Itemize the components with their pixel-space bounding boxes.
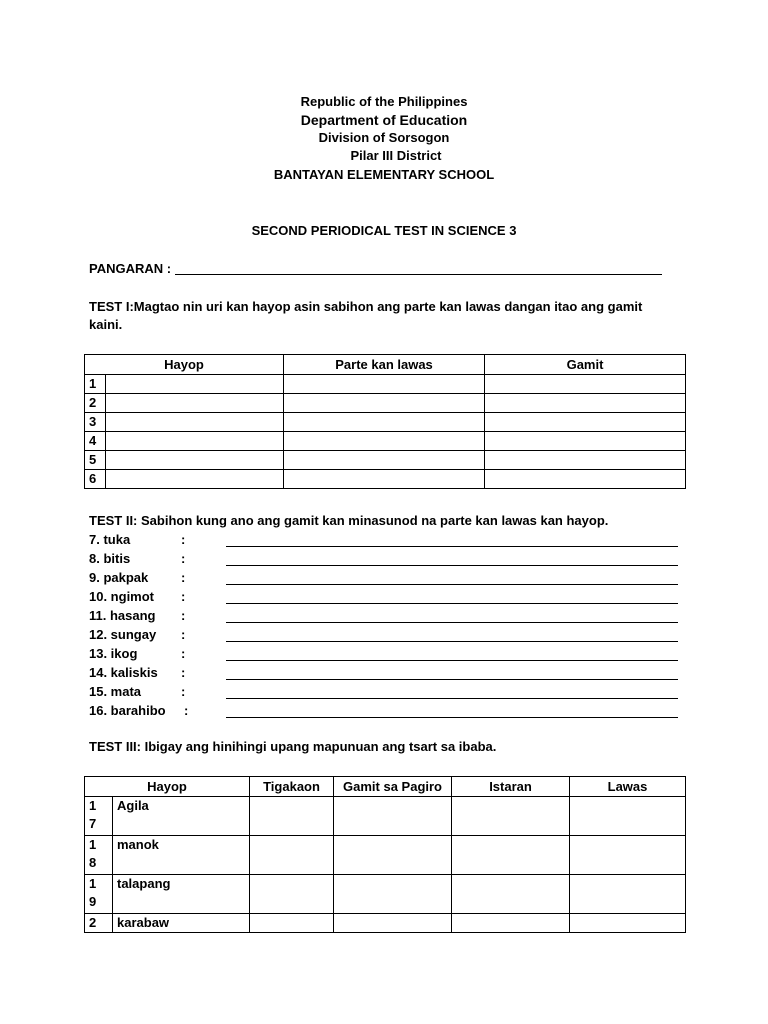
row-number: 5 — [85, 451, 106, 470]
row-number: 6 — [85, 470, 106, 489]
test1-instruction: TEST I:Magtao nin uri kan hayop asin sabihon ang parte kan lawas dangan itao ang gamit — [89, 299, 643, 314]
row-number: 3 — [85, 413, 106, 432]
answer-line[interactable] — [226, 641, 678, 642]
item-colon: : — [181, 684, 186, 699]
test1-header-row — [85, 355, 686, 375]
answer-cell[interactable] — [284, 451, 485, 470]
test2-instruction: TEST II: Sabihon kung ano ang gamit kan minasunod na parte kan lawas kan hayop. — [89, 513, 609, 528]
answer-cell[interactable] — [106, 451, 284, 470]
row-number: 2 — [85, 394, 106, 413]
table-row — [85, 836, 686, 875]
animal-name: talapang — [113, 875, 250, 914]
item-label: 11. hasang — [89, 608, 156, 623]
answer-cell[interactable] — [452, 797, 570, 836]
row-number: 1 9 — [85, 875, 113, 914]
answer-cell[interactable] — [334, 797, 452, 836]
row-number: 4 — [85, 432, 106, 451]
item-colon: : — [181, 627, 186, 642]
animal-name: karabaw — [113, 914, 250, 933]
answer-cell[interactable] — [106, 375, 284, 394]
table-row — [85, 451, 686, 470]
item-label: 12. sungay — [89, 627, 157, 642]
test3-header-row — [85, 777, 686, 797]
item-colon: : — [181, 532, 186, 547]
answer-cell[interactable] — [570, 797, 686, 836]
item-label: 7. tuka — [89, 532, 131, 547]
table-row — [85, 470, 686, 489]
test1-header-parte: Parte kan lawas — [284, 355, 485, 375]
list-item — [0, 684, 768, 703]
list-item — [0, 589, 768, 608]
answer-cell[interactable] — [485, 470, 686, 489]
answer-line[interactable] — [226, 717, 678, 718]
item-label: 14. kaliskis — [89, 665, 158, 680]
answer-cell[interactable] — [250, 797, 334, 836]
answer-cell[interactable] — [284, 432, 485, 451]
answer-cell[interactable] — [452, 875, 570, 914]
table-row — [85, 394, 686, 413]
list-item — [0, 665, 768, 684]
answer-cell[interactable] — [485, 413, 686, 432]
answer-cell[interactable] — [485, 394, 686, 413]
row-number: 1 8 — [85, 836, 113, 875]
name-field[interactable] — [175, 274, 662, 275]
item-colon: : — [184, 703, 189, 718]
answer-line[interactable] — [226, 660, 678, 661]
table-row — [85, 375, 686, 394]
answer-cell[interactable] — [334, 836, 452, 875]
item-colon: : — [181, 551, 186, 566]
header-district: Pilar III District — [350, 148, 442, 163]
test3-header-hayop: Hayop — [85, 777, 250, 797]
answer-cell[interactable] — [284, 375, 485, 394]
answer-line[interactable] — [226, 679, 678, 680]
item-colon: : — [181, 589, 186, 604]
test3-header-pagiro: Gamit sa Pagiro — [334, 777, 452, 797]
animal-name: manok — [113, 836, 250, 875]
item-label: 16. barahibo — [89, 703, 166, 718]
answer-line[interactable] — [226, 698, 678, 699]
item-colon: : — [181, 570, 186, 585]
header-division: Division of Sorsogon — [318, 130, 450, 145]
answer-cell[interactable] — [284, 413, 485, 432]
table-row — [85, 413, 686, 432]
answer-cell[interactable] — [250, 836, 334, 875]
row-number: 1 7 — [85, 797, 113, 836]
answer-cell[interactable] — [570, 836, 686, 875]
table-row — [85, 432, 686, 451]
answer-cell[interactable] — [106, 470, 284, 489]
test1-table — [84, 354, 686, 489]
answer-line[interactable] — [226, 546, 678, 547]
answer-line[interactable] — [226, 565, 678, 566]
answer-cell[interactable] — [485, 375, 686, 394]
answer-cell[interactable] — [106, 394, 284, 413]
animal-name: Agila — [113, 797, 250, 836]
answer-cell[interactable] — [250, 914, 334, 933]
answer-cell[interactable] — [485, 451, 686, 470]
item-label: 9. pakpak — [89, 570, 149, 585]
list-item — [0, 551, 768, 570]
answer-cell[interactable] — [334, 914, 452, 933]
header-school: BANTAYAN ELEMENTARY SCHOOL — [273, 167, 495, 182]
list-item — [0, 627, 768, 646]
test3-header-lawas: Lawas — [570, 777, 686, 797]
list-item — [0, 608, 768, 627]
test3-header-tigakaon: Tigakaon — [250, 777, 334, 797]
row-number: 1 — [85, 375, 106, 394]
test3-header-istaran: Istaran — [452, 777, 570, 797]
answer-cell[interactable] — [284, 470, 485, 489]
test1-header-gamit: Gamit — [485, 355, 686, 375]
table-row — [85, 914, 686, 933]
answer-line[interactable] — [226, 603, 678, 604]
list-item — [0, 703, 768, 722]
test3-instruction: TEST III: Ibigay ang hinihingi upang mapunuan ang tsart sa ibaba. — [89, 739, 497, 754]
header-republic: Republic of the Philippines — [300, 94, 468, 109]
answer-cell[interactable] — [106, 432, 284, 451]
answer-cell[interactable] — [284, 394, 485, 413]
answer-cell[interactable] — [334, 875, 452, 914]
item-label: 13. ikog — [89, 646, 138, 661]
test-title: SECOND PERIODICAL TEST IN SCIENCE 3 — [251, 223, 517, 238]
name-label: PANGARAN : — [89, 261, 172, 276]
answer-cell[interactable] — [452, 914, 570, 933]
item-colon: : — [181, 608, 186, 623]
header-department: Department of Education — [300, 112, 468, 128]
answer-cell[interactable] — [570, 914, 686, 933]
test1-header-hayop: Hayop — [85, 355, 284, 375]
table-row — [85, 875, 686, 914]
item-label: 8. bitis — [89, 551, 131, 566]
answer-cell[interactable] — [570, 875, 686, 914]
answer-cell[interactable] — [485, 432, 686, 451]
row-number: 2 — [85, 914, 113, 933]
answer-line[interactable] — [226, 622, 678, 623]
answer-cell[interactable] — [106, 413, 284, 432]
item-label: 15. mata — [89, 684, 142, 699]
list-item — [0, 646, 768, 665]
table-row — [85, 797, 686, 836]
item-colon: : — [181, 646, 186, 661]
list-item — [0, 532, 768, 551]
list-item — [0, 570, 768, 589]
answer-line[interactable] — [226, 584, 678, 585]
test3-table — [84, 776, 686, 933]
answer-cell[interactable] — [452, 836, 570, 875]
item-label: 10. ngimot — [89, 589, 155, 604]
item-colon: : — [181, 665, 186, 680]
answer-cell[interactable] — [250, 875, 334, 914]
test1-instruction-cont: kaini. — [89, 317, 123, 332]
